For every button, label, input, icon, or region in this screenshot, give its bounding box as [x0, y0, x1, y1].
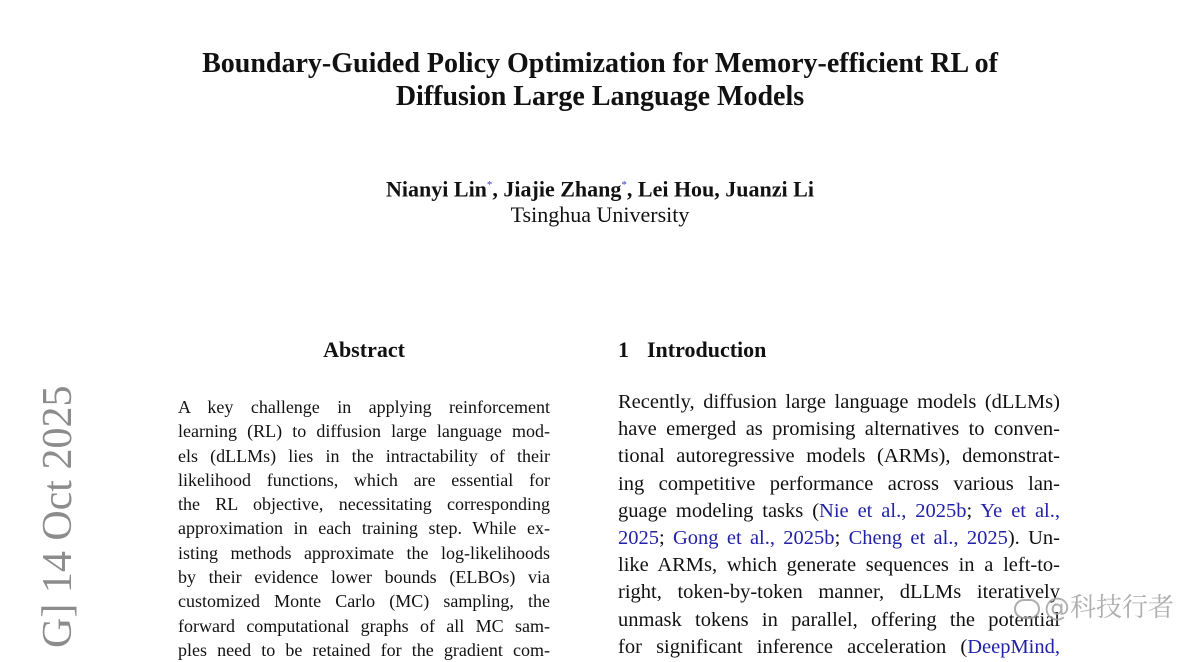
author-name: Lei Hou — [637, 176, 715, 202]
citation-link[interactable]: Ye et al., — [980, 499, 1060, 522]
abstract-line: the RL objective, necessitating corresponding — [178, 494, 550, 515]
intro-text: for significant inference acceleration ( — [618, 635, 968, 658]
weibo-logo-icon — [1014, 599, 1040, 619]
abstract-line: els (dLLMs) lies in the intractability of their — [178, 445, 550, 466]
section-heading-introduction — [618, 336, 766, 364]
intro-line: Recently, diffusion large language models (dLLMs) — [618, 391, 1060, 413]
affiliation: Tsinghua University — [510, 202, 690, 227]
intro-line: tional autoregressive models (ARMs), demonstrat- — [618, 445, 1060, 468]
abstract-line: customized Monte Carlo (MC) sampling, the — [178, 591, 550, 612]
abstract-line: A key challenge in applying reinforcement — [178, 397, 550, 417]
abstract-heading: Abstract — [323, 337, 405, 362]
citation-link[interactable]: 2025 — [618, 527, 659, 550]
intro-line — [618, 525, 1060, 552]
abstract-line: ples need to be retained for the gradient com- — [178, 639, 550, 660]
equal-contribution-mark[interactable]: * — [486, 179, 493, 191]
author-list: Nianyi Lin*, Jiajie Zhang*, Lei Hou, Juanzi Li — [386, 176, 814, 202]
citation-separator: ; — [966, 499, 981, 522]
abstract-line: learning (RL) to diffusion large language mod- — [178, 421, 550, 442]
abstract-line: forward computational graphs of all MC sam- — [178, 615, 550, 636]
intro-line — [618, 498, 1060, 525]
intro-line: unmask tokens in parallel, offering the potential — [618, 608, 1060, 631]
intro-line: ing competitive performance across various lan- — [618, 472, 1060, 495]
abstract-line: likelihood functions, which are essential for — [178, 469, 550, 490]
intro-text: guage modeling tasks ( — [618, 499, 820, 522]
intro-line — [618, 634, 1060, 661]
equal-contribution-mark[interactable]: * — [621, 179, 627, 191]
citation-link[interactable]: Nie et al., 2025b — [819, 499, 967, 522]
citation-link[interactable]: Cheng et al., 2025 — [848, 527, 1008, 550]
intro-line: like ARMs, which generate sequences in a left-to- — [618, 554, 1060, 577]
paper-title — [0, 47, 1200, 113]
section-number: 1 — [618, 337, 629, 362]
citation-link[interactable]: DeepMind, — [967, 635, 1060, 658]
intro-text: ). Un- — [1007, 527, 1060, 550]
arxiv-margin-stamp: G] 14 Oct 2025 — [35, 385, 81, 648]
abstract-line: isting methods approximate the log-likelihoods — [178, 542, 550, 563]
citation-separator: ; — [834, 527, 849, 550]
abstract-line: approximation in each training step. While ex- — [178, 518, 550, 539]
introduction-body — [618, 389, 1060, 661]
author-name: Juanzi Li — [725, 176, 814, 202]
citation-separator: ; — [659, 527, 673, 550]
intro-line: have emerged as promising alternatives to conven- — [618, 418, 1060, 441]
section-title: Introduction — [647, 337, 767, 362]
paper-title-line-2: Diffusion Large Language Models — [395, 81, 805, 112]
citation-link[interactable]: Gong et al., 2025b — [673, 527, 835, 550]
author-name: Nianyi Lin — [386, 176, 487, 202]
watermark-text: @科技行者 — [1043, 593, 1174, 623]
paper-title-line-1: Boundary-Guided Policy Optimization for Memory-efficient RL of — [202, 48, 998, 79]
abstract-line: by their evidence lower bounds (ELBOs) via — [178, 567, 550, 588]
author-name: Jiajie Zhang — [503, 176, 622, 202]
intro-line: right, token-by-token manner, dLLMs iteratively — [618, 581, 1060, 604]
abstract-body — [178, 395, 550, 662]
watermark — [1014, 587, 1174, 624]
